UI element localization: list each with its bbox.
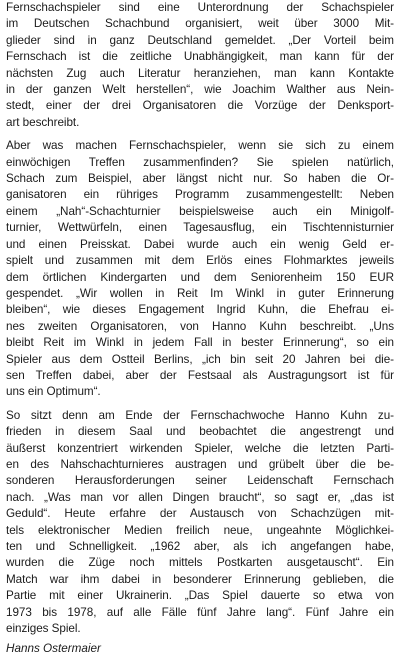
text-line: Fernschachspieler sind eine Unterordnung der Schachspieler [6,1,394,14]
text-line: einziges Spiel. [6,622,81,636]
text-line: sen Treffen dabei, aber der Festsaal als Austragungsort ist für [6,368,394,382]
text-line: spielt und zusammen mit dem Erlös eines Flohmarktes jeweils [6,254,394,268]
text-line: Spieler aus dem Ostteil Berlins, „ich bin seit 20 Jahren bei die- [6,352,394,366]
author-signature: Hanns Ostermaier [6,642,101,656]
text-line: einem „Nah“-Schachturnier beispielsweise auch ein Minigolf- [6,204,394,218]
text-line: gespendet. „Wir wollen in Reit Im Winkl in guter Erinnerung [6,286,394,300]
text-line: bleibt Reit im Winkl in jedem Fall in bester Erinnerung“, so ein [6,336,394,350]
text-line: nes zweiten Organisatoren, von Hanno Kuhn beschreibt. „Uns [6,319,394,333]
text-line: und einen Preisskat. Dabei wurde auch ein wenig Geld er- [6,237,394,251]
text-line: dem örtlichen Kindergarten und dem Seniorenheim 150 EUR [6,270,394,284]
text-line: einwöchigen Treffen zusammenfinden? Sie spielen natürlich, [6,155,394,169]
text-line: wurden die Züge noch mittels Postkarten ausgetauscht“. Ein [6,556,394,570]
text-line: Partie mit einer Ukrainerin. „Das Spiel dauerte so etwa von [6,589,394,603]
text-line: en des Nahschachturnieres austragen und grübelt über die be- [6,457,394,471]
paragraph-gap [6,401,394,408]
text-line: in der ganzen Welt herstellen“, wie Joachim Walther aus Nein- [6,83,394,97]
text-line: nach. „Was man vor allen Dingen braucht“, so sagt er, „das ist [6,490,394,504]
article-body [6,0,394,637]
text-line: Schach zum Beispiel, aber längst nicht nur. So haben die Or- [6,172,394,186]
paragraph-gap [6,131,394,138]
text-line: 1973 bis 1978, auf alle Fälle fünf Jahre lang“. Fünf Jahre ein [6,605,394,619]
text-line: ganisatoren ein rühriges Programm zusammengestellt: Neben [6,188,394,202]
text-line: bleiben“, wie dieses Engagement Ingrid Kuhn, die Ehefrau ei- [6,303,394,317]
text-line: So sitzt denn am Ende der Fernschachwoche Hanno Kuhn zu- [6,408,394,422]
text-line: glieder sind in ganz Deutschland gemeldet. „Der Vorteil beim [6,33,394,47]
text-line: nächsten Zug auch Literatur heranziehen, man kann Kontakte [6,66,394,80]
text-line: sonderen Herausforderungen seiner Leidenschaft Fernschach [6,474,394,488]
text-line: Geduld“. Heute erfahre der Austausch von Schachzügen mit- [6,507,394,521]
text-line: Aber was machen Fernschachspieler, wenn sie sich zu einem [6,139,394,153]
text-line: art beschreibt. [6,115,80,129]
article-paragraph [6,408,394,638]
text-line: Match war ihm dabei in besonderer Erinnerung geblieben, die [6,572,394,586]
text-line: im Deutschen Schachbund organisiert, weit über 3000 Mit- [6,17,394,31]
article-paragraph [6,138,394,401]
text-line: uns ein Optimum“. [6,385,101,399]
text-line: turnier, Wettwürfeln, einen Tagesausflug, ein Tischtennisturnier [6,221,394,235]
text-line: äußerst konzentriert wirkenden Spieler, welche die letzten Parti- [6,441,394,455]
text-line: stedt, einer der drei Organisatoren die Vorzüge der Denksport- [6,99,394,113]
text-line: frieden in diesem Saal und beobachtet die angestrengt und [6,425,394,439]
text-line: Fernschach ist die zeitliche Unabhängigkeit, man kann für der [6,50,394,64]
article-paragraph [6,0,394,131]
text-line: ten und Schnelligkeit. „1962 aber, als ich angefangen habe, [6,540,394,553]
text-line: tels elektronischer Medien freilich neue, ungeahnte Möglichkei- [6,523,394,537]
